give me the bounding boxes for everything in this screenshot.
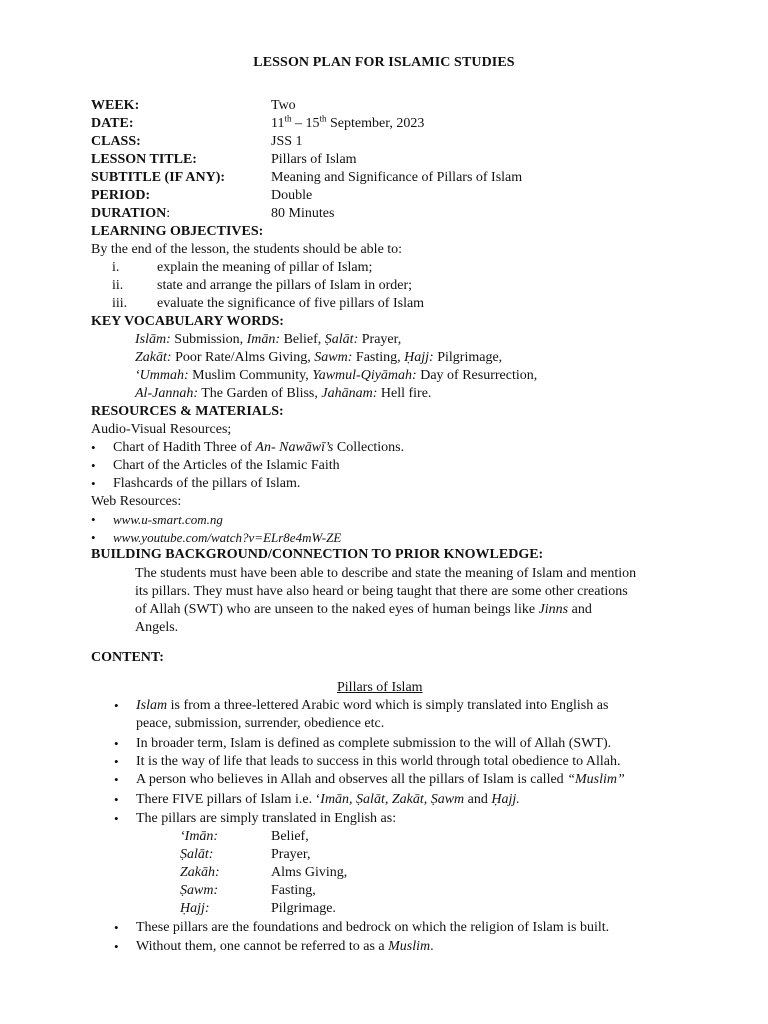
background-line <box>135 619 178 637</box>
text-run: Chart of the Articles of the Islamic Faith <box>113 458 340 473</box>
text-run: Prayer, <box>358 332 402 347</box>
text-run: Without them, one cannot be referred to as a <box>136 939 389 954</box>
bullet-icon: • <box>91 512 96 527</box>
field-label: DURATION: <box>91 206 171 221</box>
bullet-icon: • <box>114 772 119 787</box>
field-label: WEEK: <box>91 98 140 113</box>
web-resources-label: Web Resources: <box>91 494 182 509</box>
bullet-icon: • <box>114 698 119 713</box>
field-value: 80 Minutes <box>271 206 335 221</box>
text-run: These pillars are the foundations and bedrock on which the religion of Islam is built. <box>136 920 610 935</box>
vocab-heading: KEY VOCABULARY WORDS: <box>91 314 284 329</box>
background-line <box>135 601 592 619</box>
field-value: Pillars of Islam <box>271 152 357 167</box>
text-run: Poor Rate/Alms Giving, <box>171 350 315 365</box>
italic-text: Imān, Ṣalāt, Zakāt, Ṣawm <box>320 792 465 807</box>
italic-text: Imān: <box>246 332 281 347</box>
content-subheading: Pillars of Islam <box>337 680 423 695</box>
field-value: Double <box>271 188 313 203</box>
bullet-icon: • <box>114 920 119 935</box>
resources-heading: RESOURCES & MATERIALS: <box>91 404 284 419</box>
text-run: Muslim Community, <box>188 368 313 383</box>
italic-text: Ṣalāt: <box>324 332 359 347</box>
italic-text: Muslim <box>388 939 431 954</box>
text-run: Belief, <box>280 332 325 347</box>
italic-text: Ḥajj. <box>491 792 520 807</box>
field-value: Meaning and Significance of Pillars of Islam <box>271 170 523 185</box>
text-run: Pilgrimage, <box>433 350 503 365</box>
italic-text: “Muslim” <box>567 772 625 787</box>
italic-text: Zakāt: <box>135 350 172 365</box>
content-heading: CONTENT: <box>91 650 164 665</box>
av-resources-label: Audio-Visual Resources; <box>91 422 232 437</box>
text-run: and <box>464 792 492 807</box>
background-heading: BUILDING BACKGROUND/CONNECTION TO PRIOR KNOWLEDGE: <box>91 547 544 562</box>
text-run: It is the way of life that leads to success in this world through total obedience to Allah. <box>136 754 621 769</box>
text-run: In broader term, Islam is defined as complete submission to the will of Allah (SWT). <box>136 736 612 751</box>
text-run: Flashcards of the pillars of Islam. <box>113 476 301 491</box>
text-run: The Garden of Bliss, <box>197 386 322 401</box>
bullet-icon: • <box>114 811 119 826</box>
vocab-line <box>135 385 431 403</box>
bullet-icon: • <box>91 476 96 491</box>
bullet-icon: • <box>114 754 119 769</box>
italic-text: Jahānam: <box>321 386 378 401</box>
bullet-icon: • <box>114 939 119 954</box>
text-run: Collections. <box>333 440 405 455</box>
text-run: Day of Resurrection, <box>416 368 538 383</box>
text-run: The students must have been able to describe and state the meaning of Islam and mention <box>135 566 637 581</box>
bullet-icon: • <box>91 530 96 545</box>
objectives-heading: LEARNING OBJECTIVES: <box>91 224 264 239</box>
text-run: Angels. <box>135 620 179 635</box>
text-run: . <box>430 939 434 954</box>
field-label: PERIOD: <box>91 188 151 203</box>
bullet-icon: • <box>114 736 119 751</box>
text-run: A person who believes in Allah and observes all the pillars of Islam is called <box>136 772 568 787</box>
text-run: peace, submission, surrender, obedience etc. <box>136 716 385 731</box>
italic-text: Al-Jannah: <box>135 386 198 401</box>
italic-text: Jinns <box>538 602 569 617</box>
field-value: JSS 1 <box>271 134 303 149</box>
document-title: LESSON PLAN FOR ISLAMIC STUDIES <box>253 55 515 70</box>
field-label: DATE: <box>91 116 134 131</box>
italic-text: Yawmul-Qiyāmah: <box>312 368 417 383</box>
bullet-icon: • <box>91 440 96 455</box>
field-label: LESSON TITLE: <box>91 152 197 167</box>
web-link[interactable]: www.u-smart.com.ng <box>113 512 223 527</box>
vocab-line <box>135 367 537 385</box>
italic-text: Islam <box>136 698 168 713</box>
bullet-icon: • <box>91 458 96 473</box>
text-run: and <box>568 602 592 617</box>
background-line <box>135 583 628 601</box>
text-run: Fasting, <box>352 350 405 365</box>
italic-text: Islām: <box>135 332 171 347</box>
italic-text: Sawm: <box>314 350 353 365</box>
text-run: The pillars are simply translated in English as: <box>136 811 397 826</box>
text-run: There FIVE pillars of Islam i.e. ‘ <box>136 792 321 807</box>
text-run: its pillars. They must have also heard or being taught that there are some other creations <box>135 584 628 599</box>
background-line <box>135 565 636 583</box>
field-label: CLASS: <box>91 134 141 149</box>
web-link[interactable]: www.youtube.com/watch?v=ELr8e4mW-ZE <box>113 530 342 545</box>
bullet-icon: • <box>114 792 119 807</box>
italic-text: Ḥajj: <box>404 350 434 365</box>
field-value: 11th – 15th September, 2023 <box>271 113 425 131</box>
objectives-intro: By the end of the lesson, the students should be able to: <box>91 242 403 257</box>
field-value: Two <box>271 98 296 113</box>
text-run: Submission, <box>170 332 247 347</box>
text-run: Chart of Hadith Three of <box>113 440 256 455</box>
field-label: SUBTITLE (IF ANY): <box>91 170 226 185</box>
text-run: Hell fire. <box>377 386 432 401</box>
italic-text: ‘Ummah: <box>135 368 189 383</box>
vocab-line <box>135 331 401 349</box>
vocab-line <box>135 349 502 367</box>
document-page: LESSON PLAN FOR ISLAMIC STUDIES WEEK: Two DATE: 11th – 15th September, 2023 CLASS: JSS 1 LESSON TITLE: Pillars of Islam SUBTITLE (IF ANY): Meaning and Significance of Pillars of Islam PERIOD: Double DURATION: 80 Minutes LEARNING OBJECTIVES: By the end of the lesson, the students should be able to: i. explain the meaning of pillar of Islam; ii. state and arrange the pillars of Islam in order; iii. evaluate the significance of five pillars of Islam KEY VOCABULARY WORDS: Islām: Submission, Imān: Belief, Ṣalāt: Prayer, Zakāt: Poor Rate/Alms Giving, Sawm: Fasting, Ḥajj: Pilgrimage, ‘Ummah: Muslim Community, Yawmul-Qiyāmah: Day of Resurrection, Al-Jannah: The Garden of Bliss, Jahānam: Hell fire. RESOURCES & MATERIALS: Audio-Visual Resources; • Chart of Hadith Three of An- Nawāwī’s Collections. • Chart of the Articles of the Islamic Faith • Flashcards of the pillars of Islam. Web Resources: • www.u-smart.com.ng • www.youtube.com/watch?v=ELr8e4mW-ZE BUILDING BACKGROUND/CONNECTION TO PRIOR KNOWLEDGE: The students must have been able to describe and state the meaning of Islam and mention its pillars. They must have also heard or being taught that there are some other creations of Allah (SWT) who are unseen to the naked eyes of human beings like Jinns and Angels. CONTENT: Pillars of Islam • Islam is from a three-lettered Arabic word which is simply translated into English as peace, submission, surrender, obedience etc. • In broader term, Islam is defined as complete submission to the will of Allah (SWT). • It is the way of life that leads to success in this world through total obedience to Allah. • A person who believes in Allah and observes all the pillars of Islam is called “Muslim” • There FIVE pillars of Islam i.e. ‘Imān, Ṣalāt, Zakāt, Ṣawm and Ḥajj. • The pillars are simply translated in English as: ‘Imān: Belief, Ṣalāt: Prayer, Zakāh: Alms Giving, Ṣawm: Fasting, Ḥajj: Pilgrimage. • These pillars are the foundations and bedrock on which the religion of Islam is built. • Without them, one cannot be referred to as a Muslim. <box>0 0 768 1024</box>
text-run: of Allah (SWT) who are unseen to the naked eyes of human beings like <box>135 602 539 617</box>
text-run: is from a three-lettered Arabic word which is simply translated into English as <box>167 698 609 713</box>
italic-text: An- Nawāwī’s <box>255 440 334 455</box>
